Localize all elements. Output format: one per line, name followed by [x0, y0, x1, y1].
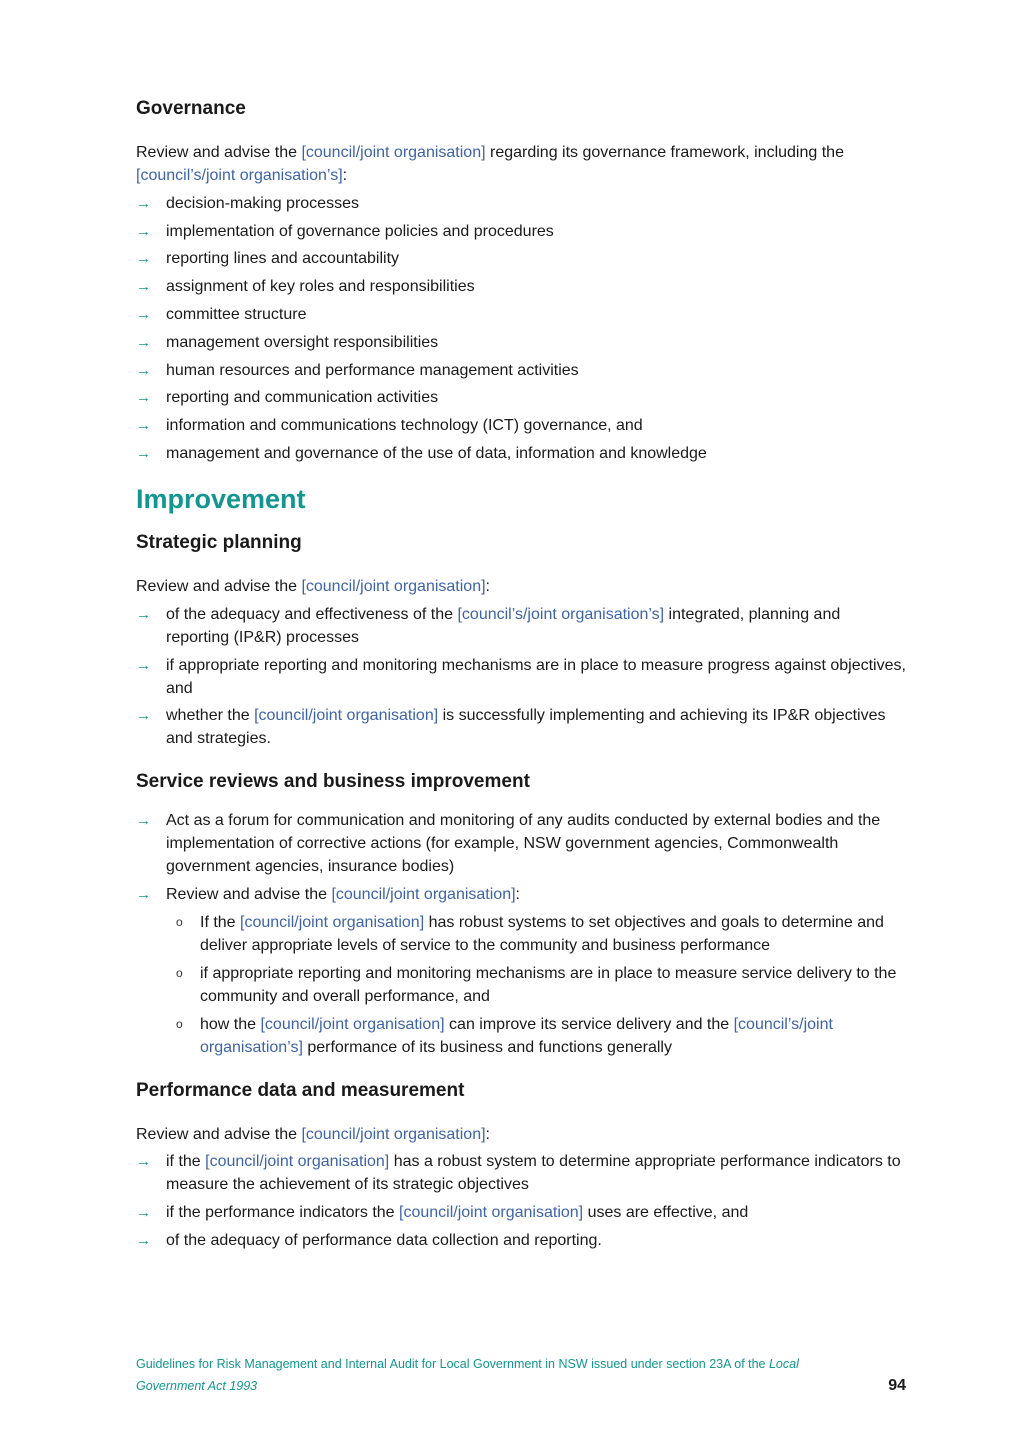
governance-intro	[136, 141, 906, 187]
strategic-planning-list	[136, 603, 906, 751]
text-run: of the adequacy of performance data collection and reporting.	[166, 1231, 602, 1249]
placeholder-text: [council’s/joint organisation’s]	[457, 605, 665, 623]
arrow-icon: →	[136, 417, 151, 435]
text-run: decision-making processes	[166, 194, 359, 212]
arrow-icon: →	[136, 1231, 151, 1249]
text-run: is successfully implementing and achieving its IP&R objectives and strategies.	[166, 707, 886, 748]
list-item	[136, 247, 906, 270]
text-run: human resources and performance management activities	[166, 361, 579, 379]
governance-heading: Governance	[136, 98, 246, 119]
arrow-icon: →	[136, 707, 151, 725]
arrow-icon: →	[136, 389, 151, 407]
list-item	[136, 275, 906, 298]
circle-icon: o	[176, 965, 183, 980]
arrow-icon: →	[136, 222, 151, 240]
list-item	[136, 303, 906, 326]
document-page	[136, 96, 906, 1252]
performance-data-intro	[136, 1123, 906, 1146]
list-item	[166, 1013, 906, 1059]
text-run: performance of its business and functions generally	[302, 1038, 672, 1056]
placeholder-text: [council/joint organisation]	[205, 1153, 390, 1171]
improvement-heading: Improvement	[136, 483, 306, 514]
list-item	[136, 603, 906, 649]
text-run: can improve its service delivery and the	[444, 1015, 734, 1033]
list-item	[136, 809, 906, 878]
arrow-icon: →	[136, 250, 151, 268]
arrow-icon: →	[136, 812, 151, 830]
list-item	[136, 414, 906, 437]
list-item	[136, 883, 906, 906]
footer-citation	[136, 1353, 866, 1397]
placeholder-text: [council/joint organisation]	[301, 1125, 486, 1143]
strategic-planning-heading: Strategic planning	[136, 531, 302, 553]
circle-icon: o	[176, 1016, 183, 1031]
text-run: Review and advise the	[166, 886, 332, 904]
text-run: assignment of key roles and responsibilities	[166, 278, 475, 296]
performance-data-heading: Performance data and measurement	[136, 1079, 465, 1101]
performance-data-list	[136, 1150, 906, 1252]
text-run: has a robust system to determine appropriate performance indicators to measure the achievement of its strategic objectives	[166, 1153, 901, 1194]
text-run: committee structure	[166, 305, 307, 323]
text-run: integrated, planning and reporting (IP&R) processes	[166, 605, 841, 646]
text-run: reporting and communication activities	[166, 389, 439, 407]
placeholder-text: [council’s/joint organisation’s]	[136, 167, 343, 184]
text-run: if the performance indicators the	[166, 1204, 400, 1222]
footer-act-title: Local Government Act 1993	[136, 1357, 799, 1393]
list-item	[136, 704, 906, 750]
text-run: if the	[166, 1153, 206, 1171]
arrow-icon: →	[136, 278, 151, 296]
text-run: :	[515, 886, 520, 904]
list-item	[136, 1229, 906, 1252]
text-run: implementation of governance policies and procedures	[166, 222, 554, 240]
placeholder-text: [council/joint organisation]	[331, 886, 516, 904]
governance-list	[136, 192, 906, 465]
text-run: has robust systems to set objectives and goals to determine and deliver appropriate levels of service to the community and business performance	[200, 913, 884, 954]
list-item	[136, 331, 906, 354]
list-item	[136, 192, 906, 215]
list-item	[136, 1201, 906, 1224]
text-run: how the	[200, 1015, 261, 1033]
placeholder-text: [council/joint organisation]	[399, 1204, 584, 1222]
placeholder-text: [council/joint organisation]	[301, 577, 486, 595]
circle-icon: o	[176, 914, 183, 929]
footer-text: Guidelines for Risk Management and Internal Audit for Local Government in NSW issued under section 23A of the	[136, 1357, 769, 1371]
text-run: Review and advise the	[136, 144, 302, 161]
list-item	[136, 220, 906, 243]
text-run: reporting lines and accountability	[166, 250, 400, 268]
list-item	[136, 386, 906, 409]
text-run: uses are effective, and	[583, 1204, 749, 1222]
list-item	[136, 654, 906, 700]
placeholder-text: [council/joint organisation]	[254, 707, 439, 725]
service-reviews-heading: Service reviews and business improvement	[136, 771, 530, 793]
service-reviews-list	[136, 809, 906, 906]
page-footer	[136, 1353, 906, 1397]
arrow-icon: →	[136, 1153, 151, 1171]
text-run: of the adequacy and effectiveness of the	[166, 605, 458, 623]
list-item	[166, 962, 906, 1008]
text-run: management and governance of the use of data, information and knowledge	[166, 444, 707, 462]
arrow-icon: →	[136, 444, 151, 462]
text-run: if appropriate reporting and monitoring mechanisms are in place to measure service delivery to the community and overall performance, and	[200, 964, 897, 1005]
arrow-icon: →	[136, 361, 151, 379]
text-run: :	[485, 1125, 490, 1143]
arrow-icon: →	[136, 605, 151, 623]
text-run: regarding its governance framework, including the	[485, 144, 844, 161]
text-run: Review and advise the	[136, 1125, 302, 1143]
page-number: 94	[888, 1377, 906, 1394]
text-run: information and communications technology (ICT) governance, and	[166, 417, 643, 435]
text-run: management oversight responsibilities	[166, 333, 439, 351]
arrow-icon: →	[136, 194, 151, 212]
list-item	[136, 442, 906, 465]
arrow-icon: →	[136, 1204, 151, 1222]
arrow-icon: →	[136, 656, 151, 674]
text-run: Act as a forum for communication and monitoring of any audits conducted by external bodies and the implementation of corrective actions (for example, NSW government agencies, Commonwealth government agencies, insurance bodies)	[166, 812, 881, 876]
arrow-icon: →	[136, 333, 151, 351]
text-run: Review and advise the	[136, 577, 302, 595]
placeholder-text: [council/joint organisation]	[301, 144, 486, 161]
placeholder-text: [council/joint organisation]	[240, 913, 425, 931]
strategic-planning-intro	[136, 575, 906, 598]
placeholder-text: [council’s/joint organisation’s]	[200, 1015, 833, 1056]
text-run: :	[342, 167, 348, 184]
text-run: if appropriate reporting and monitoring mechanisms are in place to measure progress against objectives, and	[166, 656, 906, 697]
text-run: whether the	[166, 707, 255, 725]
arrow-icon: →	[136, 886, 151, 904]
list-item	[136, 1150, 906, 1196]
placeholder-text: [council/joint organisation]	[260, 1015, 445, 1033]
arrow-icon: →	[136, 305, 151, 323]
text-run: :	[485, 577, 490, 595]
service-reviews-sublist	[136, 911, 906, 1059]
list-item	[166, 911, 906, 957]
list-item	[136, 359, 906, 382]
text-run: If the	[200, 913, 241, 931]
